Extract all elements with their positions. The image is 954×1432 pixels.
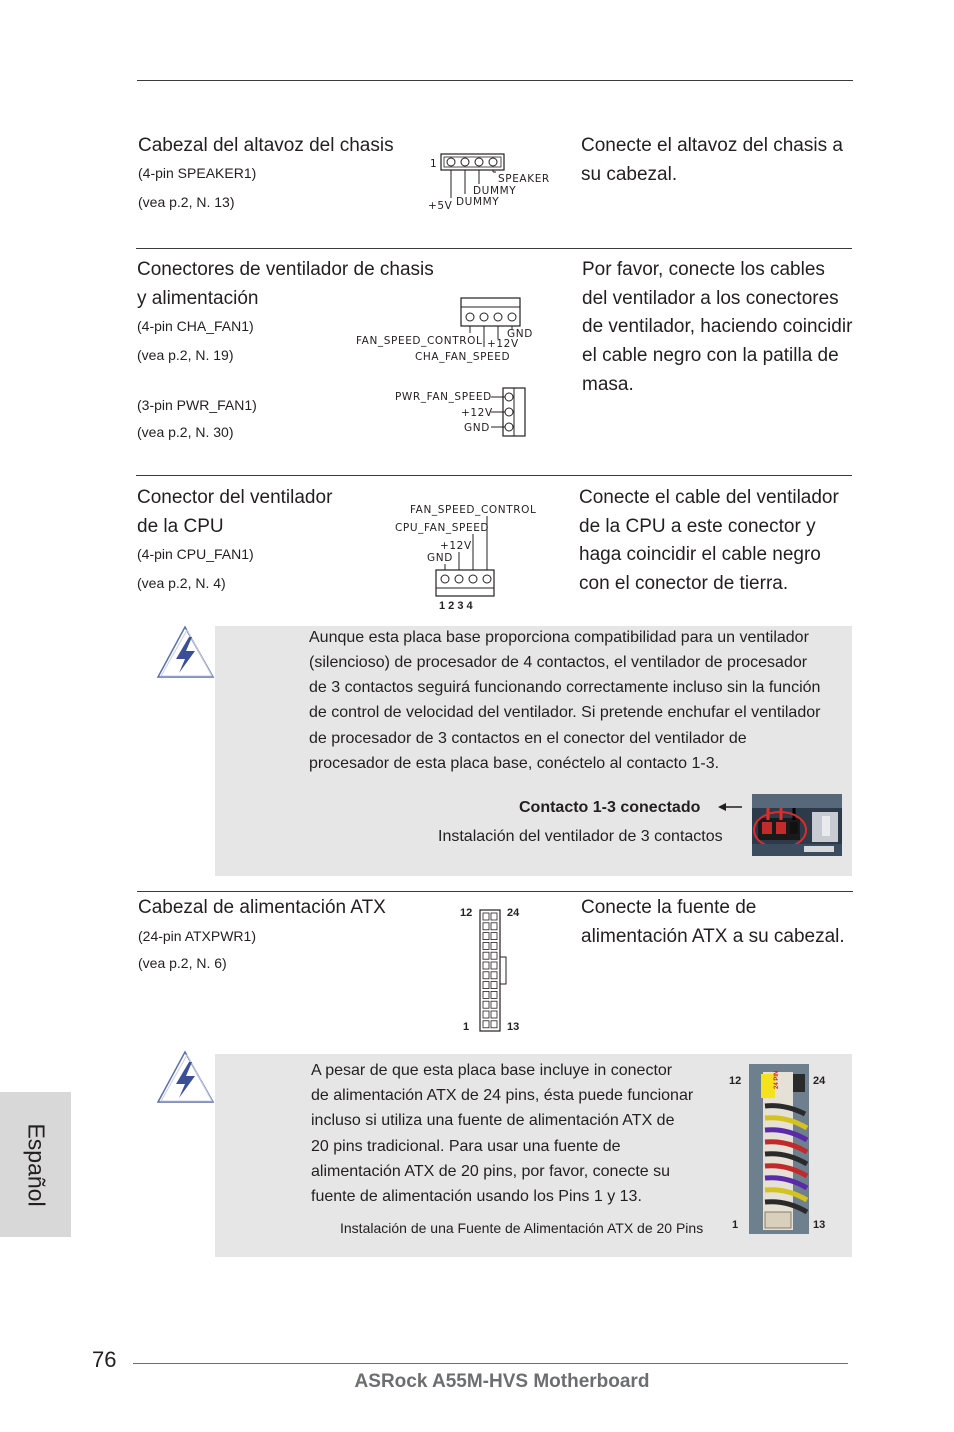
cpu-pin-numbers: 1 2 3 4 <box>439 600 473 612</box>
pin13-connected-label: Contacto 1-3 conectado <box>519 799 701 816</box>
atx-pin-cell <box>483 1021 489 1028</box>
cpu-fan-title-2: de la CPU <box>137 516 224 537</box>
chassis-fan-desc-1: Por favor, conecte los cables <box>582 259 825 280</box>
section-rule <box>137 891 853 892</box>
atx-pin-cell <box>483 1011 489 1018</box>
chassis-fan-desc-2: del ventilador a los conectores <box>582 288 839 309</box>
photo-n24: 24 <box>813 1075 826 1087</box>
note1-line-1: Aunque esta placa base proporciona compatibilidad para un ventilador <box>309 629 809 646</box>
atx-pin-cell <box>491 982 497 989</box>
atx-pin: (24-pin ATXPWR1) <box>138 928 256 944</box>
speaker-desc-2: su cabezal. <box>581 164 678 185</box>
atx-pin-cell <box>483 913 489 920</box>
atx-pin-cell <box>483 962 489 969</box>
atx-pin-cell <box>491 913 497 920</box>
atx-n13: 13 <box>507 1021 520 1033</box>
cha-12v-label: +12V <box>487 338 519 350</box>
atx-n24: 24 <box>507 907 520 919</box>
atx-pin-cell <box>483 991 489 998</box>
speaker-title: Cabezal del altavoz del chasis <box>138 135 394 156</box>
atx-pin-cell <box>483 942 489 949</box>
cpu-fan-desc-3: haga coincidir el cable negro <box>579 544 821 565</box>
photo-n12: 12 <box>729 1075 742 1087</box>
pwr-gnd-label: GND <box>464 422 490 434</box>
atx-pin-cell <box>483 1001 489 1008</box>
cpu-fan-title-1: Conector del ventilador <box>137 487 333 508</box>
warning-icon <box>155 1048 217 1106</box>
atx-n12: 12 <box>460 907 473 919</box>
cha-control-label: FAN_SPEED_CONTROL <box>356 335 483 347</box>
section-rule <box>136 475 852 476</box>
atx-pin-cell <box>491 933 497 940</box>
atx-pin-cell <box>491 991 497 998</box>
fan3pin-install-label: Instalación del ventilador de 3 contactos <box>438 828 723 845</box>
atx-connector-photo <box>725 1062 835 1238</box>
note1-line-3: de 3 contactos seguirá funcionando correctamente incluso sin la función <box>309 679 821 696</box>
warning-icon <box>155 623 217 681</box>
speaker-label: SPEAKER <box>498 173 550 185</box>
atx-desc-2: alimentación ATX a su cabezal. <box>581 926 845 947</box>
atx-pin-cell <box>491 962 497 969</box>
cpu-speed-label: CPU_FAN_SPEED <box>395 522 490 534</box>
atx-pin-cell <box>491 942 497 949</box>
pwr-speed-label: PWR_FAN_SPEED <box>395 391 492 403</box>
plus5v-label: +5V <box>428 200 453 212</box>
cpu-12v-label: +12V <box>440 540 472 552</box>
cha-fan-diagram <box>350 293 550 368</box>
note2-line-5: alimentación ATX de 20 pins, por favor, conecte su <box>311 1163 671 1180</box>
atx-pin-cell <box>483 982 489 989</box>
atx-pin-cell <box>491 952 497 959</box>
note2-line-3: incluso si utiliza una fuente de alimentación ATX de <box>311 1112 675 1129</box>
cha-speed-label: CHA_FAN_SPEED <box>415 351 511 363</box>
atx-n1: 1 <box>463 1021 470 1033</box>
atx-pin-cell <box>483 952 489 959</box>
speaker-pin-diagram <box>420 148 560 214</box>
chassis-fan-desc-3: de ventilador, haciendo coincidir <box>582 316 853 337</box>
pwr-fan-diagram <box>390 384 540 440</box>
pwr-12v-label: +12V <box>461 407 493 419</box>
photo-label: 24 PIN <box>774 1070 780 1089</box>
photo-n1: 1 <box>732 1219 739 1231</box>
top-rule <box>137 80 853 81</box>
language-tab <box>0 1092 71 1237</box>
atx-ref: (vea p.2, N. 6) <box>138 955 227 971</box>
cpu-fan-ref: (vea p.2, N. 4) <box>137 575 226 591</box>
cha-fan-pin: (4-pin CHA_FAN1) <box>137 318 254 334</box>
note1-line-2: (silencioso) de procesador de 4 contactos, el ventilador de procesador <box>309 654 808 671</box>
cpu-fan-desc-1: Conecte el cable del ventilador <box>579 487 839 508</box>
cpu-control-label: FAN_SPEED_CONTROL <box>410 504 537 516</box>
note2-line-4: 20 pins tradicional. Para usar una fuente de <box>311 1138 621 1155</box>
note2-line-2: de alimentación ATX de 24 pins, ésta puede funcionar <box>311 1087 694 1104</box>
dummy1-label: DUMMY <box>473 185 517 197</box>
chassis-fan-title-1: Conectores de ventilador de chasis <box>137 259 434 280</box>
chassis-fan-title-2: y alimentación <box>137 288 259 309</box>
atx-pin-grid <box>483 913 497 1028</box>
atx-pin-diagram <box>455 900 535 1036</box>
atx-pin-cell <box>491 972 497 979</box>
pwr-fan-pin: (3-pin PWR_FAN1) <box>137 397 257 413</box>
arrow-left-icon <box>716 800 744 814</box>
speaker-pin1-label: 1 <box>430 158 438 170</box>
cpu-fan-pin: (4-pin CPU_FAN1) <box>137 546 254 562</box>
page-number: 76 <box>92 1347 117 1372</box>
section-rule <box>136 248 852 249</box>
photo-n13: 13 <box>813 1219 826 1231</box>
speaker-pin: (4-pin SPEAKER1) <box>138 165 257 181</box>
cpu-fan-diagram <box>390 500 540 616</box>
atx-pin-cell <box>491 923 497 930</box>
cha-fan-ref: (vea p.2, N. 19) <box>137 347 234 363</box>
speaker-desc-1: Conecte el altavoz del chasis a <box>581 135 843 156</box>
atx-desc-1: Conecte la fuente de <box>581 897 757 918</box>
atx-pin-cell <box>483 923 489 930</box>
pwr-fan-ref: (vea p.2, N. 30) <box>137 424 234 440</box>
atx-pin-cell <box>483 933 489 940</box>
note2-line-1: A pesar de que esta placa base incluye in conector <box>311 1062 673 1079</box>
note1-line-5: de procesador de 3 contactos en el conector del ventilador de <box>309 730 747 747</box>
cpu-fan-desc-2: de la CPU a este conector y <box>579 516 816 537</box>
fan-connector-photo <box>752 794 842 856</box>
atx-pin-cell <box>491 1001 497 1008</box>
speaker-ref: (vea p.2, N. 13) <box>138 194 235 210</box>
atx-pin-cell <box>491 1021 497 1028</box>
note1-line-6: procesador de esta placa base, conéctelo al contacto 1-3. <box>309 755 720 772</box>
cha-gnd-label: GND <box>507 328 533 340</box>
note1-line-4: de control de velocidad del ventilador. Si pretende enchufar el ventilador <box>309 704 821 721</box>
chassis-fan-desc-5: masa. <box>582 374 634 395</box>
atx-pin-cell <box>491 1011 497 1018</box>
atx-title: Cabezal de alimentación ATX <box>138 897 386 918</box>
chassis-fan-desc-4: el cable negro con la patilla de <box>582 345 839 366</box>
cpu-fan-desc-4: con el conector de tierra. <box>579 573 789 594</box>
language-label: Español <box>23 1122 49 1207</box>
cpu-gnd-label: GND <box>427 552 453 564</box>
note2-line-6: fuente de alimentación usando los Pins 1 y 13. <box>311 1188 642 1205</box>
atx20-install-label: Instalación de una Fuente de Alimentación ATX de 20 Pins <box>340 1220 704 1236</box>
footer-product: ASRock A55M-HVS Motherboard <box>354 1371 650 1392</box>
footer-rule <box>133 1363 848 1364</box>
dummy2-label: DUMMY <box>456 196 500 208</box>
atx-pin-cell <box>483 972 489 979</box>
